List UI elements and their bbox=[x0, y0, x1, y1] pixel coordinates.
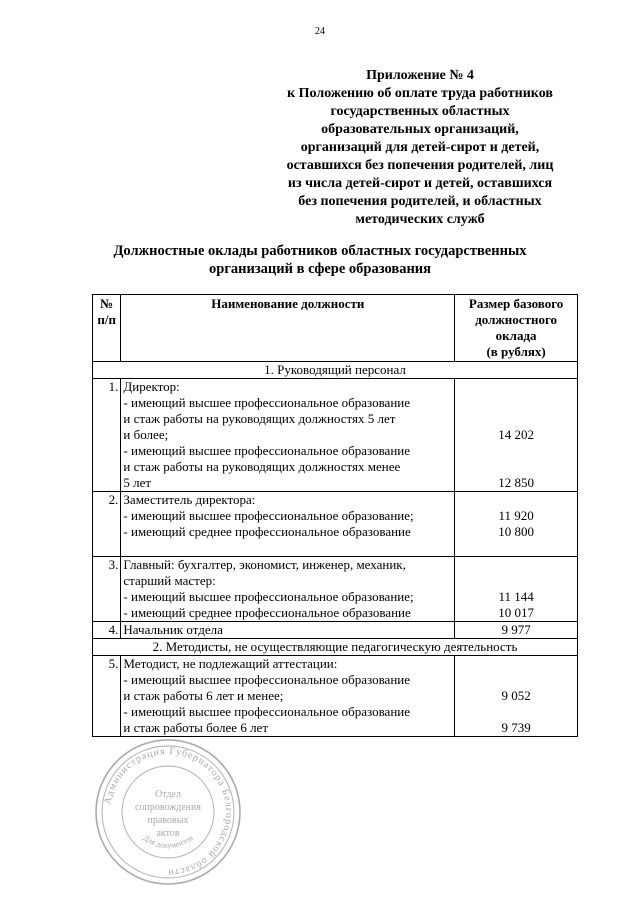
position-line: - имеющий среднее профессиональное образование bbox=[123, 524, 411, 539]
salary-value: 9 052 bbox=[501, 688, 531, 703]
section-row bbox=[93, 362, 578, 379]
salary-value: 11 920 bbox=[498, 508, 534, 523]
position-line: - имеющий высшее профессиональное образование bbox=[123, 704, 410, 719]
salary-value: 10 800 bbox=[498, 524, 534, 539]
position-line: и стаж работы 6 лет и менее; bbox=[123, 688, 284, 703]
row-number: 1. bbox=[93, 379, 121, 492]
appendix-line: к Положению об оплате труда работников bbox=[287, 86, 553, 101]
table-row bbox=[93, 492, 578, 557]
position-line: Методист, не подлежащий аттестации: bbox=[123, 656, 338, 671]
salary-value: 11 144 bbox=[498, 589, 534, 604]
stamp-center-line: сопровождения bbox=[135, 802, 201, 813]
table-row bbox=[93, 656, 578, 737]
page-number: 24 bbox=[315, 26, 325, 37]
table-header-row bbox=[93, 295, 578, 362]
header-base-salary: Размер базового должностного оклада (в рублях) bbox=[455, 295, 578, 362]
position-line: и стаж работы на руководящих должностях 5 лет bbox=[123, 411, 396, 426]
salary-value: 14 202 bbox=[498, 427, 534, 442]
appendix-line: Приложение № 4 bbox=[366, 68, 474, 83]
salary-cell bbox=[455, 557, 578, 622]
header-position-name: Наименование должности bbox=[121, 295, 455, 362]
position-line: - имеющий высшее профессиональное образование; bbox=[123, 589, 414, 604]
table-row bbox=[93, 557, 578, 622]
position-line: Заместитель директора: bbox=[123, 492, 256, 507]
section-title: 2. Методисты, не осуществляющие педагогическую деятельность bbox=[93, 639, 578, 656]
stamp-center-line: актов bbox=[156, 828, 180, 839]
position-cell bbox=[121, 492, 455, 557]
table-row bbox=[93, 379, 578, 492]
appendix-line: из числа детей-сирот и детей, оставшихся bbox=[287, 176, 553, 191]
position-line: Главный: бухгалтер, экономист, инженер, механик, bbox=[123, 557, 406, 572]
position-cell bbox=[121, 622, 455, 639]
document-title bbox=[60, 242, 580, 278]
table-row bbox=[93, 622, 578, 639]
appendix-line: государственных областных bbox=[330, 104, 510, 119]
position-line: Начальник отдела bbox=[123, 622, 223, 637]
row-number: 3. bbox=[93, 557, 121, 622]
appendix-line: организаций для детей-сирот и детей, bbox=[300, 140, 540, 155]
official-stamp bbox=[93, 737, 243, 887]
salary-value: 9 977 bbox=[501, 622, 531, 637]
position-line: - имеющий высшее профессиональное образование bbox=[123, 443, 410, 458]
position-cell bbox=[121, 656, 455, 737]
salary-cell bbox=[455, 379, 578, 492]
salary-value: 9 739 bbox=[501, 720, 531, 735]
row-number: 4. bbox=[93, 622, 121, 639]
stamp-center-line: правовых bbox=[147, 815, 189, 826]
appendix-line: оставшихся без попечения родителей, лиц bbox=[286, 158, 554, 173]
stamp-bottom-textpath: Для документов bbox=[141, 833, 195, 851]
position-line: - имеющий высшее профессиональное образование bbox=[123, 672, 410, 687]
document-title-line: Должностные оклады работников областных государственных bbox=[113, 243, 527, 259]
position-line: старший мастер: bbox=[123, 573, 216, 588]
appendix-header bbox=[262, 67, 578, 229]
position-line: Директор: bbox=[123, 379, 180, 394]
salary-cell bbox=[455, 656, 578, 737]
position-cell bbox=[121, 557, 455, 622]
position-line: - имеющий среднее профессиональное образование bbox=[123, 605, 411, 620]
position-line: и стаж работы на руководящих должностях менее bbox=[123, 459, 401, 474]
section-row bbox=[93, 639, 578, 656]
section-title: 1. Руководящий персонал bbox=[93, 362, 578, 379]
appendix-line: методических служб bbox=[355, 212, 485, 227]
salary-value: 10 017 bbox=[498, 605, 534, 620]
salary-cell bbox=[455, 622, 578, 639]
position-line: 5 лет bbox=[123, 475, 152, 490]
appendix-line: образовательных организаций, bbox=[321, 122, 519, 137]
position-line: - имеющий высшее профессиональное образование bbox=[123, 395, 410, 410]
position-line: и более; bbox=[123, 427, 169, 442]
stamp-ring-textpath: Администрация Губернатора Белгородской области bbox=[102, 745, 235, 879]
row-number: 2. bbox=[93, 492, 121, 557]
salary-value: 12 850 bbox=[498, 475, 534, 490]
stamp-center-line: Отдел bbox=[155, 789, 181, 800]
appendix-line: без попечения родителей, и областных bbox=[298, 194, 542, 209]
position-line: - имеющий высшее профессиональное образование; bbox=[123, 508, 414, 523]
header-num: № п/п bbox=[93, 295, 121, 362]
position-line: и стаж работы более 6 лет bbox=[123, 720, 269, 735]
salary-table bbox=[92, 294, 578, 737]
document-title-line: организаций в сфере образования bbox=[209, 261, 431, 277]
position-cell bbox=[121, 379, 455, 492]
salary-cell bbox=[455, 492, 578, 557]
row-number: 5. bbox=[93, 656, 121, 737]
